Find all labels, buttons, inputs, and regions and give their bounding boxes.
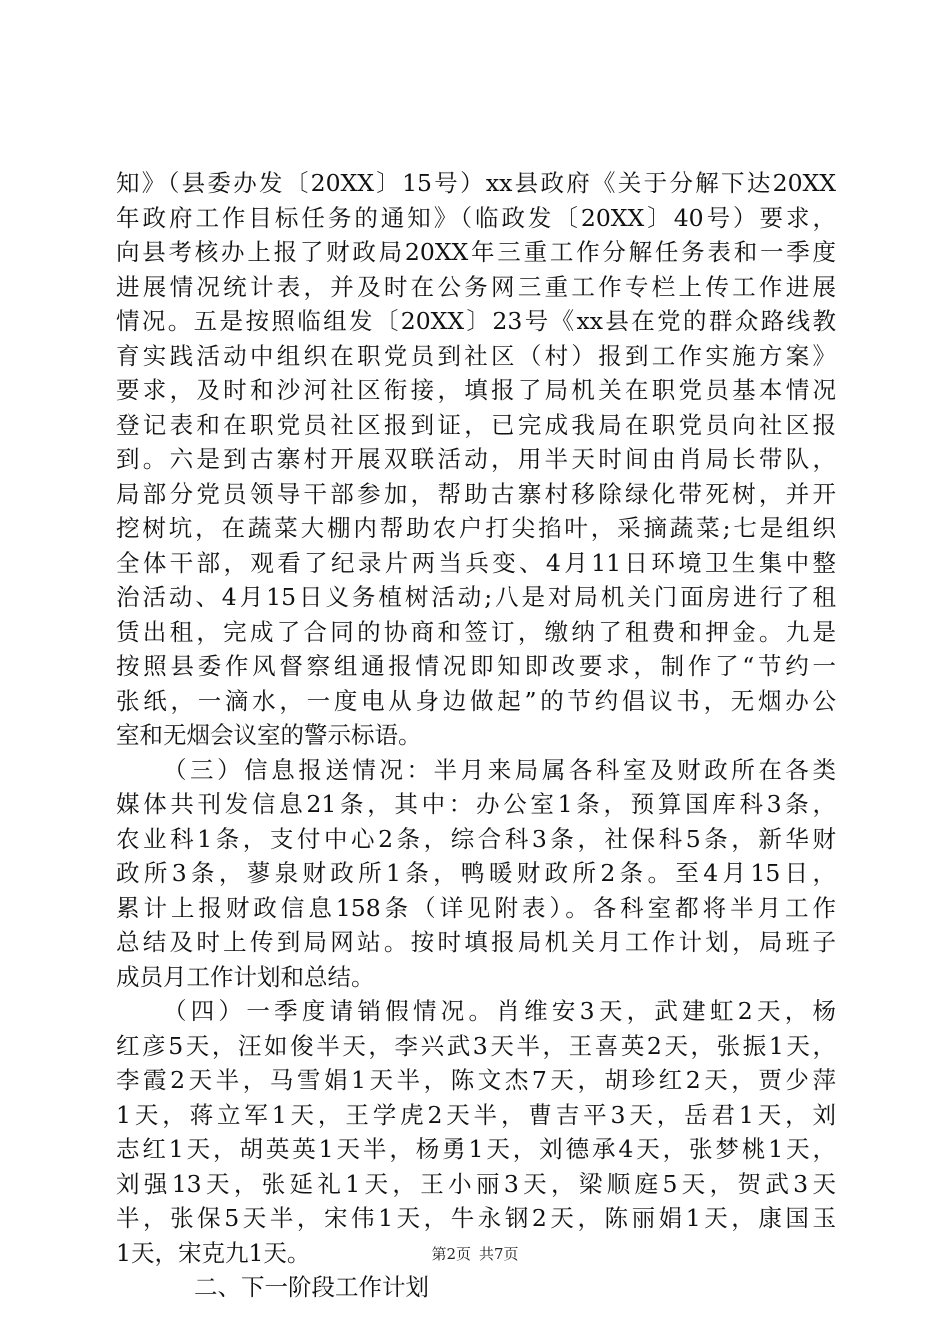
paragraph-line: 媒体共刊发信息21条，其中：办公室1条，预算国库科3条， <box>116 790 836 818</box>
paragraph-line: 张纸，一滴水，一度电从身边做起”的节约倡议书，无烟办公 <box>116 686 836 715</box>
paragraph-line: 到。六是到古寨村开展双联活动，用半天时间由肖局长带队， <box>116 445 836 473</box>
paragraph-line: 李霞2天半，马雪娟1天半，陈文杰7天，胡珍红2天，贾少萍 <box>116 1066 836 1094</box>
paragraph-line: 半，张保5天半，宋伟1天，牛永钢2天，陈丽娟1天，康国玉 <box>116 1204 836 1232</box>
paragraph-line: 成员月工作计划和总结。 <box>116 962 375 991</box>
paragraph-line: 向县考核办上报了财政局20XX年三重工作分解任务表和一季度 <box>116 238 836 266</box>
paragraph-line: 局部分党员领导干部参加，帮助古寨村移除绿化带死树，并开 <box>116 479 836 508</box>
paragraph-line: 治活动、4月15日义务植树活动;八是对局机关门面房进行了租 <box>116 583 836 611</box>
paragraph-line: 育实践活动中组织在职党员到社区（村）报到工作实施方案》 <box>116 341 836 370</box>
paragraph-line: 进展情况统计表，并及时在公务网三重工作专栏上传工作进展 <box>116 272 836 301</box>
paragraph-line: 1天，宋克九1天。 <box>116 1238 311 1267</box>
page-number-current: 第2页 <box>431 1245 471 1263</box>
paragraph-line: 红彦5天，汪如俊半天，李兴武3天半，王喜英2天，张振1天， <box>116 1031 836 1060</box>
page-footer <box>0 1244 950 1264</box>
paragraph-line: 政所3条，蓼泉财政所1条，鸭暖财政所2条。至4月15日， <box>116 859 836 887</box>
paragraph-line: 赁出租，完成了合同的协商和签订，缴纳了租费和押金。九是 <box>116 617 836 646</box>
paragraph-line: 挖树坑，在蔬菜大棚内帮助农户打尖掐叶，采摘蔬菜;七是组织 <box>116 514 836 542</box>
paragraph-line: 农业科1条，支付中心2条，综合科3条，社保科5条，新华财 <box>116 824 836 853</box>
document-body <box>116 166 836 1305</box>
paragraph-line: 1天，蒋立军1天，王学虎2天半，曹吉平3天，岳君1天，刘 <box>116 1100 836 1129</box>
paragraph-line: 情况。五是按照临组发〔20XX〕23号《xx县在党的群众路线教 <box>116 307 836 335</box>
paragraph-line: 刘强13天，张延礼1天，王小丽3天，梁顺庭5天，贺武3天 <box>116 1169 836 1198</box>
section-heading: 二、下一阶段工作计划 <box>194 1273 429 1301</box>
paragraph-line: 累计上报财政信息158条（详见附表）。各科室都将半月工作 <box>116 893 836 922</box>
paragraph-line: 全体干部，观看了纪录片两当兵变、4月11日环境卫生集中整 <box>116 548 836 577</box>
paragraph-line: （三）信息报送情况：半月来局属各科室及财政所在各类 <box>163 755 836 784</box>
paragraph-line: 知》（县委办发〔20XX〕15号）xx县政府《关于分解下达20XX <box>116 169 836 197</box>
paragraph-line: 志红1天，胡英英1天半，杨勇1天，刘德承4天，张梦桃1天， <box>116 1135 836 1163</box>
paragraph-line: 总结及时上传到局网站。按时填报局机关月工作计划，局班子 <box>116 928 836 956</box>
page-number-total: 共7页 <box>479 1245 519 1263</box>
paragraph-line: 室和无烟会议室的警示标语。 <box>116 721 422 749</box>
paragraph-line: 年政府工作目标任务的通知》（临政发〔20XX〕40号）要求， <box>116 203 836 232</box>
paragraph-line: 按照县委作风督察组通报情况即知即改要求，制作了“节约一 <box>116 652 836 680</box>
paragraph-line: （四）一季度请销假情况。肖维安3天，武建虹2天，杨 <box>163 997 836 1025</box>
paragraph-line: 要求，及时和沙河社区衔接，填报了局机关在职党员基本情况 <box>116 376 836 404</box>
paragraph-line: 登记表和在职党员社区报到证，已完成我局在职党员向社区报 <box>116 410 836 439</box>
